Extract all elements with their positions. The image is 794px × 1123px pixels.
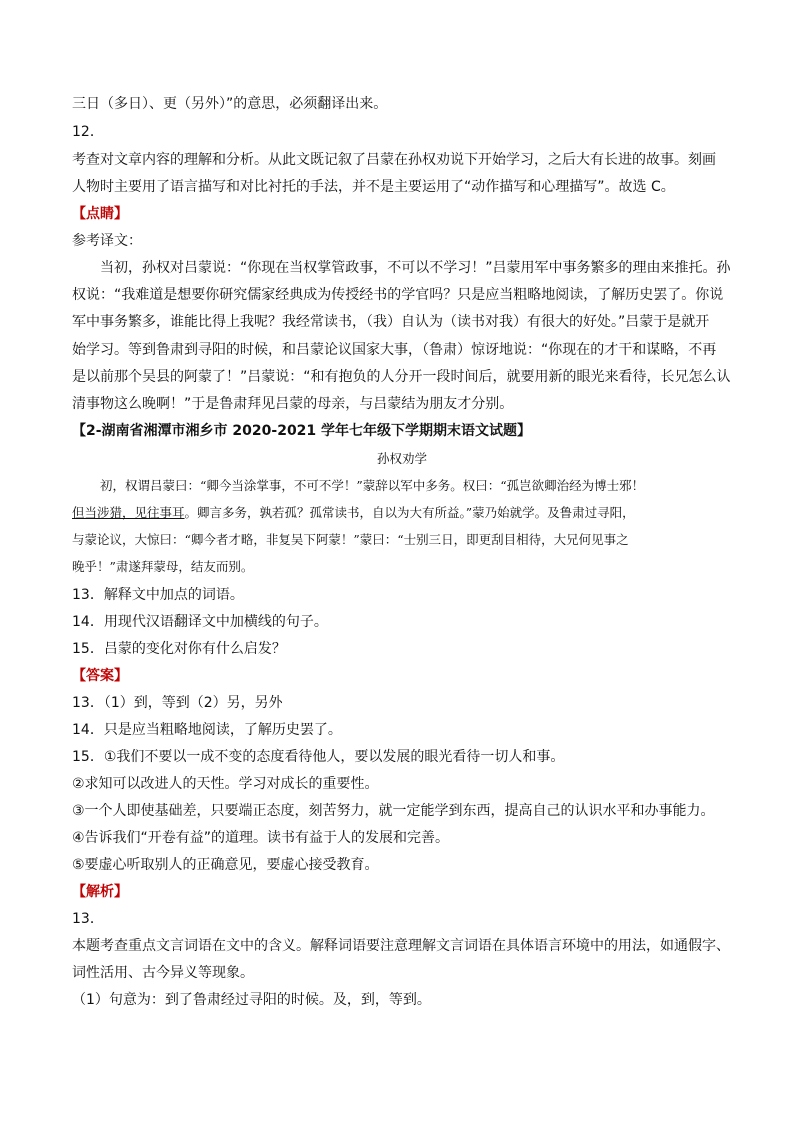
answer-15-item-5: ⑤要虚心听取别人的正确意见，要虚心接受教育。	[72, 857, 379, 873]
translation-line-3: 军中事务繁多，谁能比得上我呢？我经常读书，（我）自认为（读书对我）有很大的好处。”吕蒙于是就开	[72, 314, 710, 330]
question-14: 14．用现代汉语翻译文中加横线的句子。	[72, 614, 328, 630]
translation-line-2: 权说：“我难道是想要你研究儒家经典成为传授经书的学官吗？只是应当粗略地阅读，了解历史罢了。你说	[72, 287, 724, 303]
underlined-sentence: 但当涉猎，见往事耳	[72, 505, 185, 520]
translation-line-6: 清事物这么晚啊！”于是鲁肃拜见吕蒙的母亲，与吕蒙结为朋友才分别。	[72, 396, 514, 412]
classical-passage-line-2-rest: 。卿言多务，孰若孤？孤常读书，自以为大有所益。”蒙乃始就学。及鲁肃过寻阳，	[184, 505, 635, 520]
question-15: 15．吕蒙的变化对你有什么启发？	[72, 641, 286, 657]
classical-passage-line-1: 初，权谓吕蒙曰：“卿今当涂掌事，不可不学！”蒙辞以军中多务。权曰：“孤岂欲卿治经为博士邪！	[100, 478, 645, 493]
analysis-13-line-2: 词性活用、古今异义等现象。	[72, 965, 254, 981]
answer-15-item-3: ③一个人即使基础差，只要端正态度，刻苦努力，就一定能学到东西，提高自己的认识水平和办事能力。	[72, 803, 715, 819]
question-13: 13．解释文中加点的词语。	[72, 587, 244, 603]
answer-15-item-2: ②求知可以改进人的天性。学习对成长的重要性。	[72, 776, 379, 792]
answer-14: 14．只是应当粗略地阅读，了解历史罢了。	[72, 722, 342, 738]
classical-passage-line-4: 晚乎！”肃遂拜蒙母，结友而别。	[72, 559, 254, 574]
exam-source-heading: 【2-湖南省湘潭市湘乡市 2020-2021 学年七年级下学期期末语文试题】	[72, 423, 532, 439]
classical-passage-line-3: 与蒙论议，大惊曰：“卿今者才略，非复吴下阿蒙！”蒙曰：“士别三日，即更刮目相待，大兄何见事之	[72, 532, 629, 547]
text-line: 三日（多日）、更（另外）”的意思，必须翻译出来。	[72, 96, 388, 112]
analysis-13-line-3: （1）句意为：到了鲁肃经过寻阳的时候。及，到，等到。	[72, 992, 431, 1008]
analysis-13-line-1: 本题考查重点文言词语在文中的含义。解释词语要注意理解文言词语在具体语言环境中的用法，如通假字、	[72, 938, 730, 954]
section-label-analysis: 【解析】	[72, 884, 128, 900]
classical-passage-line-2	[72, 503, 732, 523]
answer-15-item-1: 15．①我们不要以一成不变的态度看待他人，要以发展的眼光看待一切人和事。	[72, 749, 565, 765]
passage-title: 孙权劝学	[376, 451, 427, 466]
analysis-12-line-1: 考查对文章内容的理解和分析。从此文既记叙了吕蒙在孙权劝说下开始学习，之后大有长进的故事。刻画	[72, 152, 716, 168]
translation-line-1: 当初，孙权对吕蒙说：“你现在当权掌管政事，不可以不学习！”吕蒙用军中事务繁多的理由来推托。孙	[100, 260, 731, 276]
translation-line-5: 是以前那个吴县的阿蒙了！”吕蒙说：“和有抱负的人分开一段时间后，就要用新的眼光来看待，长兄怎么认	[72, 369, 731, 385]
reference-translation-label: 参考译文：	[72, 233, 142, 249]
analysis-number-13: 13．	[72, 911, 104, 927]
analysis-12-line-2: 人物时主要用了语言描写和对比衬托的手法，并不是主要运用了“动作描写和心理描写”。故选 C。	[72, 179, 675, 195]
section-label-dianjing: 【点睛】	[72, 206, 128, 222]
section-label-answer: 【答案】	[72, 668, 128, 684]
answer-15-item-4: ④告诉我们“开卷有益”的道理。读书有益于人的发展和完善。	[72, 830, 450, 846]
question-number-12: 12．	[72, 124, 104, 140]
translation-line-4: 始学习。等到鲁肃到寻阳的时候，和吕蒙论议国家大事，（鲁肃）惊讶地说：“你现在的才干和谋略，不再	[72, 342, 717, 358]
answer-13: 13．（1）到，等到（2）另，另外	[72, 695, 283, 711]
